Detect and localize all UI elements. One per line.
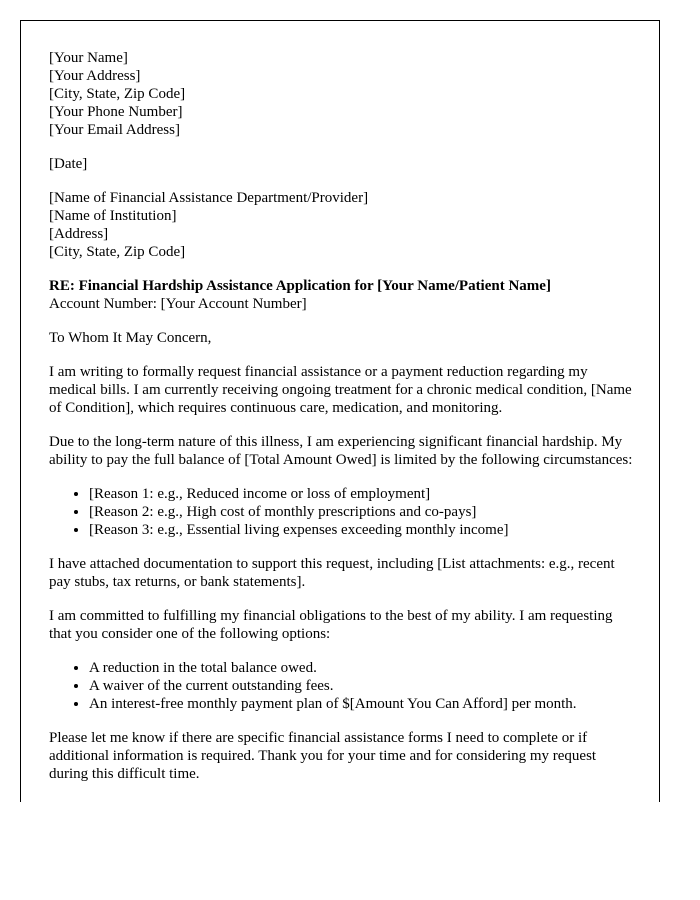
subject-block <box>49 277 634 313</box>
paragraph-request: I am writing to formally request financial assistance or a payment reduction regarding my medical bills. I am currently receiving ongoing treatment for a chronic medical condition, [Name of Condition], which requires continuous care, medication, and monitoring. <box>49 364 632 416</box>
account-number-line: Account Number: [Your Account Number] <box>49 296 307 312</box>
list-item: • A reduction in the total balance owed. <box>89 659 634 677</box>
recipient-department: [Name of Financial Assistance Department/Provider] <box>49 190 369 206</box>
paragraph-closing: Please let me know if there are specific financial assistance forms I need to complete or if additional information is required. Thank you for your time and for considering my request during this difficult time. <box>49 730 597 782</box>
list-item: • [Reason 3: e.g., Essential living expenses exceeding monthly income] <box>89 521 634 539</box>
recipient-address-block <box>49 189 634 261</box>
reasons-list <box>49 485 634 539</box>
letter-page <box>20 20 660 802</box>
recipient-institution: [Name of Institution] <box>49 208 177 224</box>
recipient-address: [Address] <box>49 226 109 242</box>
sender-city-state-zip: [City, State, Zip Code] <box>49 86 186 102</box>
sender-address-block <box>49 49 634 139</box>
list-item: • [Reason 1: e.g., Reduced income or loss of employment] <box>89 485 634 503</box>
salutation: To Whom It May Concern, <box>49 330 212 346</box>
date-block <box>49 155 634 173</box>
paragraph-commitment: I am committed to fulfilling my financial obligations to the best of my ability. I am requesting that you consider one of the following options: <box>49 608 613 642</box>
list-item: • A waiver of the current outstanding fees. <box>89 677 634 695</box>
recipient-city-state-zip: [City, State, Zip Code] <box>49 244 186 260</box>
list-item: • [Reason 2: e.g., High cost of monthly prescriptions and co-pays] <box>89 503 634 521</box>
sender-address: [Your Address] <box>49 68 141 84</box>
letter-date: [Date] <box>49 156 88 172</box>
sender-name: [Your Name] <box>49 50 128 66</box>
paragraph-attachments: I have attached documentation to support this request, including [List attachments: e.g., recent pay stubs, tax returns, or bank statements]. <box>49 556 615 590</box>
sender-email: [Your Email Address] <box>49 122 180 138</box>
letter-body <box>49 49 634 799</box>
list-item: • An interest-free monthly payment plan of $[Amount You Can Afford] per month. <box>89 695 634 713</box>
options-list <box>49 659 634 713</box>
paragraph-hardship: Due to the long-term nature of this illness, I am experiencing significant financial hardship. My ability to pay the full balance of [Total Amount Owed] is limited by the following circumstances: <box>49 434 633 468</box>
subject-line: RE: Financial Hardship Assistance Application for [Your Name/Patient Name] <box>49 278 551 294</box>
sender-phone: [Your Phone Number] <box>49 104 183 120</box>
